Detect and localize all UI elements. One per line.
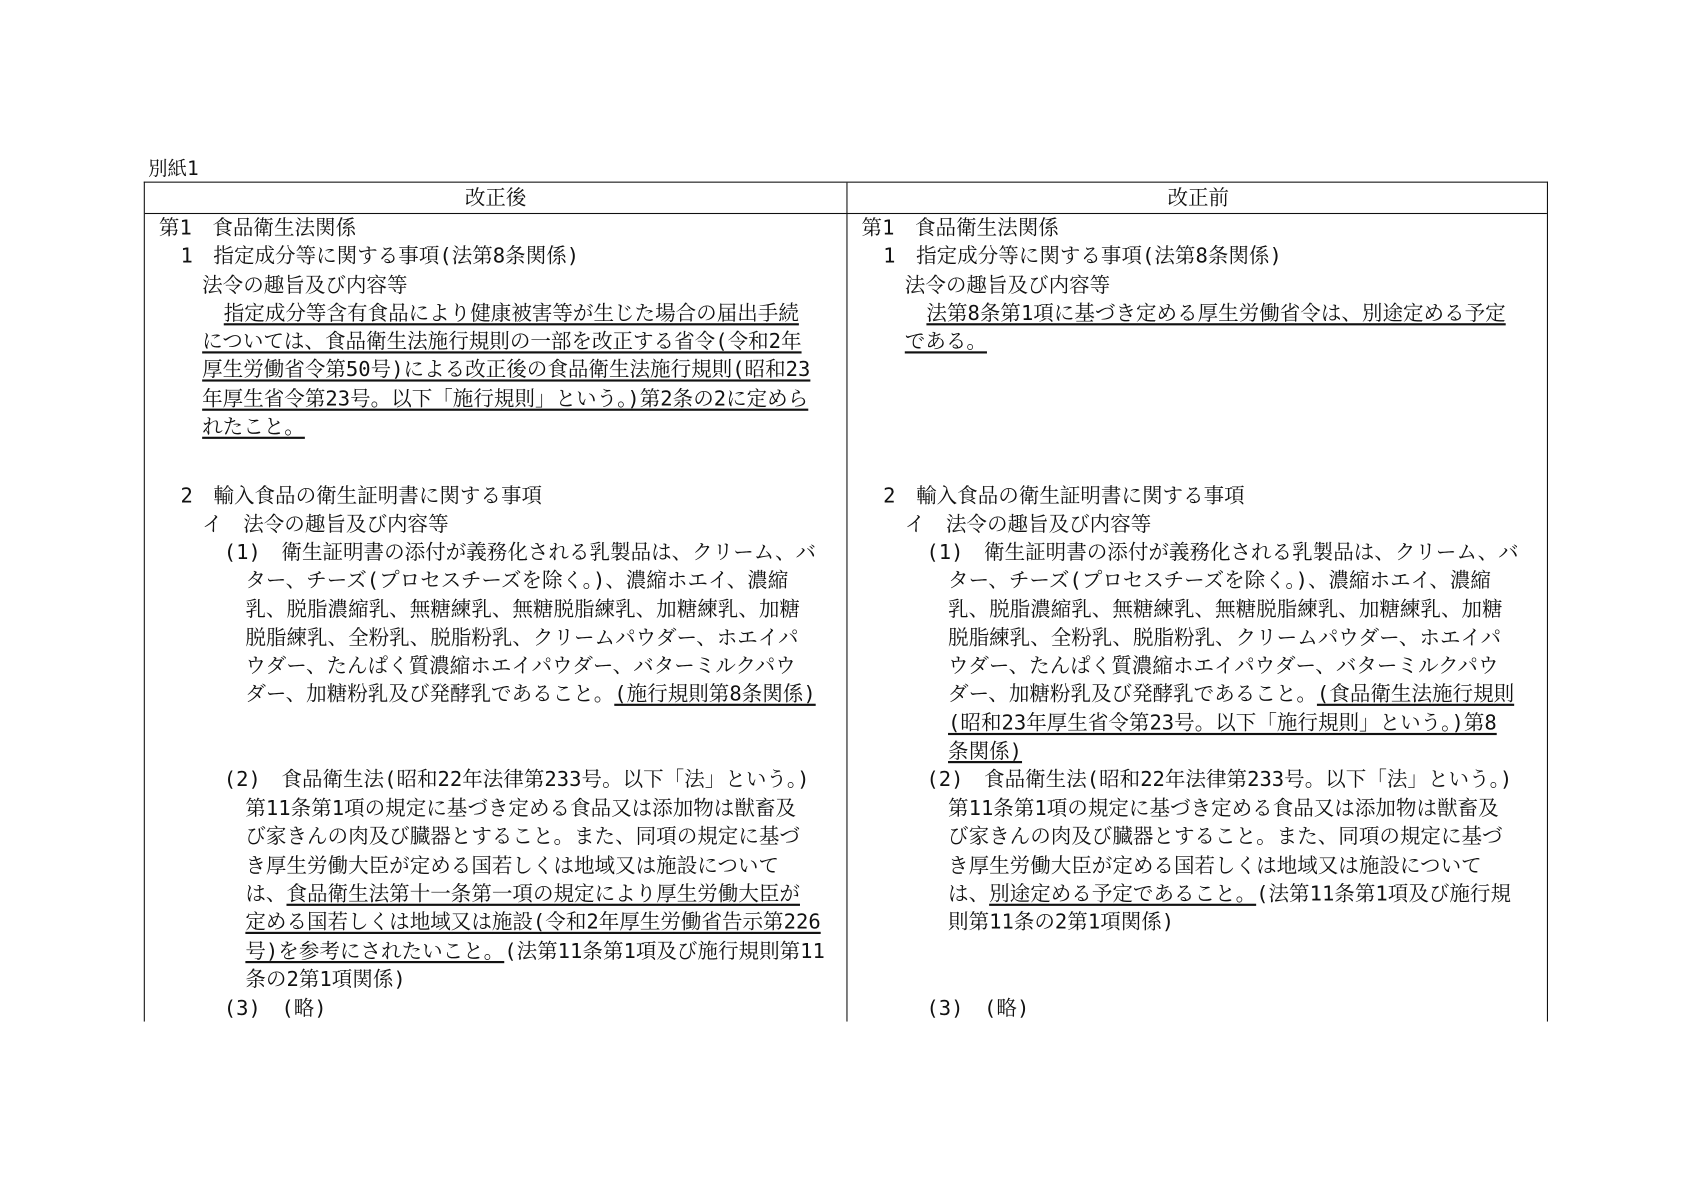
before-text-line: [948, 653, 1498, 679]
text-segment: 脱脂練乳、全粉乳、脱脂粉乳、クリームパウダー、ホエイパ: [948, 625, 1502, 650]
after-text-line: [202, 272, 407, 298]
after-text-line: [202, 357, 810, 383]
after-text-line: [202, 511, 448, 537]
after-text-line: [224, 996, 327, 1022]
after-text-line: [224, 539, 816, 565]
after-text-line: [202, 386, 808, 412]
after-text-line: [245, 625, 798, 651]
before-text-line: [948, 568, 1491, 594]
after-text-line: [181, 243, 580, 269]
text-segment: 脱脂練乳、全粉乳、脱脂粉乳、クリームパウダー、ホエイパ: [245, 625, 799, 650]
text-segment: 第11条第1項の規定に基づき定める食品又は添加物は獣畜及: [948, 796, 1499, 821]
text-segment: ウダー、たんぱく質濃縮ホエイパウダー、バターミルクパウ: [948, 654, 1499, 678]
text-segment: (2) 食品衛生法(昭和22年法律第233号。以下「法」という。): [223, 767, 810, 792]
after-text-line: [181, 483, 543, 509]
after-text-line: [224, 301, 799, 327]
before-text-line: [948, 853, 1482, 879]
before-text-line: [948, 738, 1022, 764]
before-text-line: [926, 539, 1518, 565]
text-segment: は、: [948, 882, 990, 906]
before-text-line: [948, 597, 1503, 623]
text-segment: イ 法令の趣旨及び内容等: [904, 512, 1152, 537]
before-text-line: [883, 243, 1282, 269]
text-segment: 2 輸入食品の衛生証明書に関する事項: [180, 484, 543, 509]
after-text-line: [224, 766, 810, 792]
after-text-line: [245, 653, 795, 679]
amended-text: (施行規則第8条関係): [614, 682, 816, 706]
after-text-line: [159, 215, 356, 241]
header-before: 改正前: [1167, 185, 1230, 210]
text-segment: 法令の趣旨及び内容等: [202, 273, 408, 298]
text-segment: び家きんの肉及び臓器とすること。また、同項の規定に基づ: [245, 824, 800, 849]
after-text-line: [245, 938, 825, 964]
before-text-line: [905, 329, 987, 355]
after-text-line: [202, 329, 801, 355]
after-text-line: [245, 597, 800, 623]
text-segment: (法第11条第1項及び施行規則第11: [504, 939, 825, 964]
after-text-line: [245, 909, 820, 935]
before-text-line: [905, 272, 1110, 298]
amended-text: れたこと。: [202, 415, 305, 439]
text-segment: び家きんの肉及び臓器とすること。また、同項の規定に基づ: [948, 824, 1503, 849]
text-segment: 乳、脱脂濃縮乳、無糖練乳、無糖脱脂練乳、加糖練乳、加糖: [948, 597, 1503, 622]
after-text-line: [245, 681, 815, 707]
text-segment: 条の2第1項関係): [245, 967, 406, 992]
text-segment: き厚生労働大臣が定める国若しくは地域又は施設について: [245, 853, 779, 878]
after-text-line: [245, 568, 788, 594]
attachment-label: 別紙1: [148, 157, 199, 181]
text-segment: 1 指定成分等に関する事項(法第8条関係): [883, 244, 1282, 269]
before-text-line: [926, 301, 1505, 327]
text-segment: ター、チーズ(プロセスチーズを除く。)、濃縮ホエイ、濃縮: [948, 568, 1491, 593]
text-segment: は、: [245, 882, 287, 906]
amended-text: (昭和23年厚生省令第23号。以下「施行規則」という。)第8: [948, 711, 1497, 736]
before-text-line: [883, 483, 1245, 509]
amended-text: 指定成分等含有食品により健康被害等が生じた場合の届出手続: [223, 301, 799, 326]
after-text-line: [202, 414, 305, 440]
amended-text: 食品衛生法第十一条第一項の規定により厚生労働大臣が: [286, 882, 800, 906]
text-segment: ダー、加糖粉乳及び発酵乳であること。: [948, 682, 1317, 706]
before-text-line: [948, 796, 1499, 822]
amended-text: 別途定める予定であること。: [989, 882, 1257, 906]
text-segment: 法令の趣旨及び内容等: [904, 273, 1111, 298]
text-segment: (2) 食品衛生法(昭和22年法律第233号。以下「法」という。): [926, 767, 1513, 792]
comparison-table: [144, 182, 1548, 1022]
amended-text: 法第8条第1項に基づき定める厚生労働省令は、別途定める予定: [926, 301, 1506, 326]
text-segment: 第11条第1項の規定に基づき定める食品又は添加物は獣畜及: [245, 796, 796, 821]
after-text-line: [245, 853, 779, 879]
text-segment: イ 法令の趣旨及び内容等: [202, 512, 449, 537]
amended-text: 年厚生省令第23号。以下「施行規則」という。)第2条の2に定めら: [202, 386, 809, 411]
text-segment: 乳、脱脂濃縮乳、無糖練乳、無糖脱脂練乳、加糖練乳、加糖: [245, 597, 800, 622]
after-text-line: [245, 824, 800, 850]
before-text-line: [948, 881, 1511, 907]
before-text-line: [862, 215, 1059, 241]
amended-text: 条関係): [948, 739, 1023, 764]
before-text-line: [948, 909, 1174, 935]
text-segment: ウダー、たんぱく質濃縮ホエイパウダー、バターミルクパウ: [245, 654, 796, 678]
text-segment: 1 指定成分等に関する事項(法第8条関係): [180, 244, 580, 269]
text-segment: 第1 食品衛生法関係: [861, 216, 1059, 240]
after-text-line: [245, 966, 405, 992]
text-segment: (法第11条第1項及び施行規: [1256, 882, 1512, 906]
text-segment: (1) 衛生証明書の添付が義務化される乳製品は、クリーム、バ: [926, 540, 1519, 565]
before-text-line: [948, 625, 1501, 651]
before-text-line: [948, 681, 1514, 707]
text-segment: き厚生労働大臣が定める国若しくは地域又は施設について: [948, 853, 1482, 878]
after-text-line: [245, 881, 800, 907]
text-segment: 第1 食品衛生法関係: [158, 216, 357, 240]
amended-text: である。: [904, 329, 987, 354]
text-segment: (3) (略): [926, 996, 1030, 1021]
text-segment: (3) (略): [223, 996, 327, 1021]
amended-text: 厚生労働省令第50号)による改正後の食品衛生法施行規則(昭和23: [202, 357, 811, 382]
header-after: 改正後: [464, 185, 527, 210]
column-divider: [846, 183, 847, 1022]
text-segment: 2 輸入食品の衛生証明書に関する事項: [883, 484, 1245, 509]
text-segment: ダー、加糖粉乳及び発酵乳であること。: [245, 682, 615, 706]
text-segment: ター、チーズ(プロセスチーズを除く。)、濃縮ホエイ、濃縮: [245, 568, 789, 593]
amended-text: については、食品衛生法施行規則の一部を改正する省令(令和2年: [202, 329, 802, 354]
after-text-line: [245, 796, 796, 822]
before-text-line: [926, 996, 1029, 1022]
before-text-line: [905, 511, 1151, 537]
amended-text: (食品衛生法施行規則: [1316, 682, 1515, 706]
text-segment: 則第11条の2第1項関係): [948, 910, 1175, 934]
text-segment: (1) 衛生証明書の添付が義務化される乳製品は、クリーム、バ: [223, 540, 817, 565]
before-text-line: [948, 824, 1503, 850]
amended-text: 号)を参考にされたいこと。: [245, 939, 505, 964]
before-text-line: [948, 710, 1497, 736]
amended-text: 定める国若しくは地域又は施設(令和2年厚生労働省告示第226: [245, 910, 821, 934]
before-text-line: [926, 766, 1512, 792]
